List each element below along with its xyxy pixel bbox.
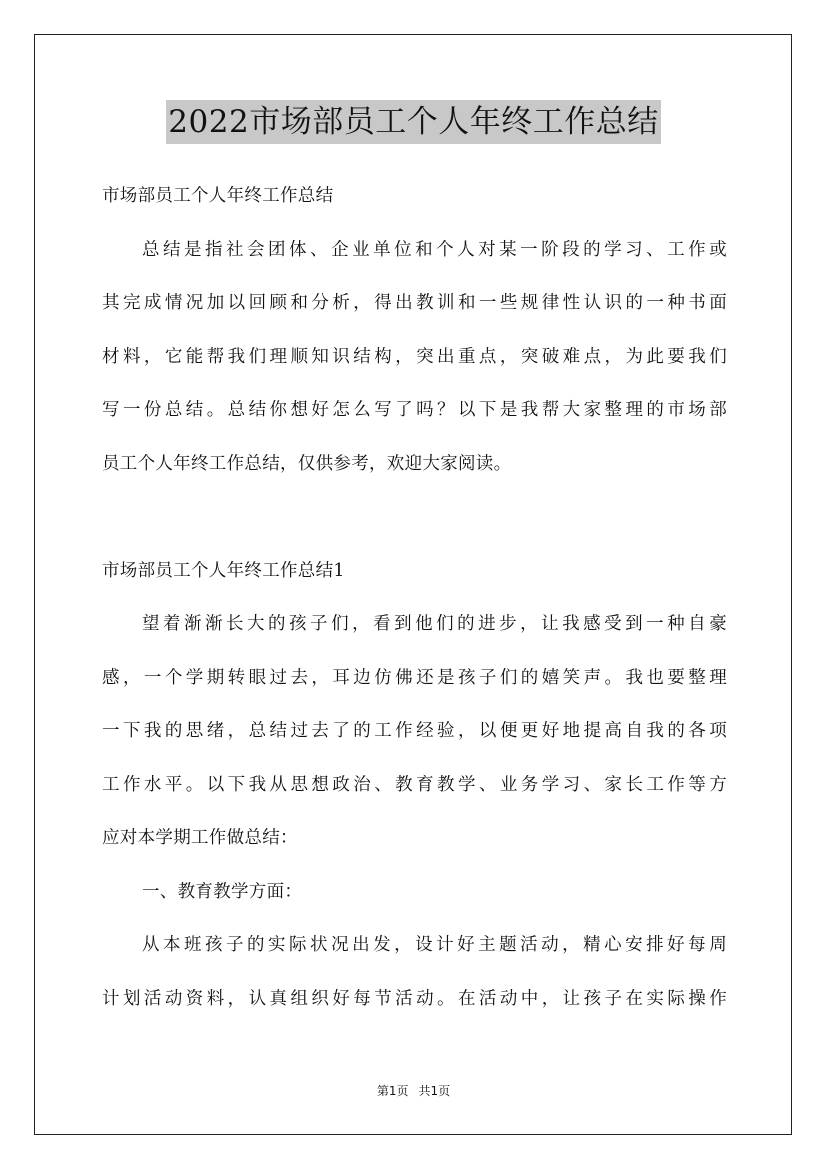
paragraph-line: 感，一个学期转眼过去，耳边仿佛还是孩子们的嬉笑声。我也要整理 [102, 667, 727, 688]
paragraph-line: 从本班孩子的实际状况出发，设计好主题活动，精心安排好每周 [142, 935, 727, 955]
paragraph-line: 工作水平。以下我从思想政治、教育教学、业务学习、家长工作等方 [102, 774, 727, 795]
paragraph-line: 写一份总结。总结你想好怎么写了吗？以下是我帮大家整理的市场部 [102, 400, 727, 420]
subheading: 一、教育教学方面： [142, 881, 303, 902]
paragraph-line: 计划活动资料，认真组织好每节活动。在活动中，让孩子在实际操作 [102, 988, 727, 1009]
section-heading: 市场部员工个人年终工作总结1 [102, 560, 345, 581]
document-title: 2022市场部员工个人年终工作总结 [166, 100, 660, 144]
paragraph-line: 材料，它能帮我们理顺知识结构，突出重点，突破难点，为此要我们 [102, 346, 727, 367]
title-wrapper [0, 100, 827, 144]
page-footer [0, 1082, 827, 1099]
paragraph-line: 一下我的思绪，总结过去了的工作经验，以便更好地提高自我的各项 [102, 721, 727, 741]
paragraph-line: 总结是指社会团体、企业单位和个人对某一阶段的学习、工作或 [142, 239, 727, 260]
paragraph-line: 应对本学期工作做总结： [102, 828, 298, 848]
page-total: 共1页 [418, 1084, 451, 1098]
paragraph-line: 其完成情况加以回顾和分析，得出教训和一些规律性认识的一种书面 [102, 293, 727, 313]
document-body [102, 170, 727, 1026]
paragraph-line: 员工个人年终工作总结，仅供参考，欢迎大家阅读。 [102, 453, 512, 474]
paragraph-line: 望着渐渐长大的孩子们，看到他们的进步，让我感受到一种自豪 [142, 614, 727, 634]
document-subtitle: 市场部员工个人年终工作总结 [102, 186, 334, 206]
blank-line [102, 491, 727, 545]
page-number: 第1页 [376, 1084, 409, 1098]
